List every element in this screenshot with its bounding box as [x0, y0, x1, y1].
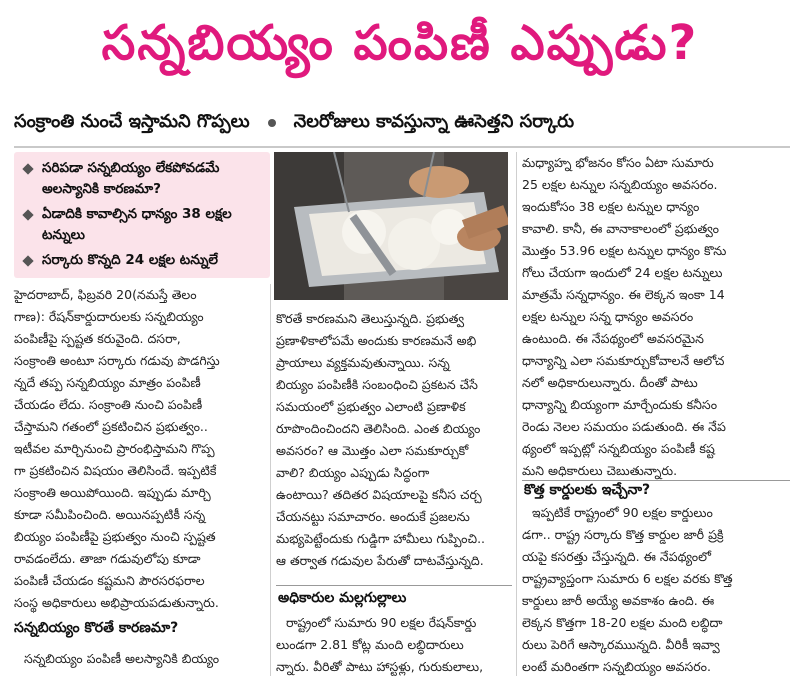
paragraph-line: రాష్ట్రంలో సుమారు 90 లక్షల రేషన్‌కార్డు	[286, 615, 477, 630]
paragraph-line: ఇటీవల మార్చినుంచి ప్రారంభిస్తామని గొప్ప	[14, 441, 215, 456]
paragraph-line: నలో అధికారులున్నారు. దీంతో పాటు	[522, 375, 698, 390]
diamond-bullet-icon	[22, 209, 33, 220]
paragraph-line: ప్రణాళికాలోపమే అందుకు కారణమనే అభి	[276, 333, 477, 348]
subheadline	[14, 102, 790, 144]
paragraph-line: రాష్ట్రవ్యాప్తంగా సుమారు 6 లక్షల వరకు కొత్త	[522, 571, 733, 586]
section-heading-1: సన్నబియ్యం కొరతే కారణమా?	[14, 620, 179, 636]
section-heading-2: అధికారుల మల్లగుల్లాలు	[278, 590, 407, 606]
paragraph-line: హైదరాబాద్, ఫిబ్రవరి 20(నమస్తే తెలం	[14, 287, 197, 302]
subhead-right: నెలరోజులు కావస్తున్నా ఊసెత్తని సర్కారు	[293, 110, 575, 132]
column-divider	[516, 152, 517, 676]
paragraph-line: మధ్యాహ్న భోజనం కోసం ఏటా సుమారు	[522, 155, 714, 170]
paragraph-line: లంటే మరింతగా సన్నబియ్యం అవసరం.	[522, 659, 711, 674]
section-rule	[522, 480, 790, 481]
paragraph-line: అవసరం? ఆ మొత్తం ఎలా సమకూర్చుకో	[276, 443, 469, 458]
paragraph-line: ధాన్యాన్ని ఎలా సమకూర్చుకోవాలనే ఆలోచ	[522, 353, 725, 368]
paragraph-line: కూడా సమీపించింది. అయినప్పటికీ సన్న	[14, 507, 206, 522]
section-rule	[276, 585, 512, 586]
paragraph-line: థ్యంలో ఇప్పట్లో సన్నబియ్యం పంపిణీ కష్ట	[522, 441, 715, 456]
paragraph-line: సంక్రాంతి అంటూ సర్కారు గడువు పొడగిస్తు	[14, 353, 220, 368]
highlight-item: సరిపడా సన్నబియ్యం లేకపోవడమే అలస్యానికి కారణమా?	[22, 158, 262, 200]
rice-photo-illustration	[274, 152, 508, 300]
paragraph-line: రులు పెరిగే ఆస్కారముున్నది. వీరికీ ఇవ్వా	[522, 637, 720, 652]
article-column-3	[522, 152, 790, 482]
highlight-item: సర్కారు కొన్నది 24 లక్షల టన్నులే	[22, 250, 262, 271]
paragraph-line: లెక్కన కొత్తగా 18-20 లక్షల మంది లబ్ధిదా	[522, 615, 723, 630]
paragraph-line: లక్షల టన్నుల సన్న ధాన్యం అవసరం	[522, 309, 694, 324]
paragraph-line: వాలి? బియ్యం ఎప్పుడు సిద్ధంగా	[276, 465, 430, 480]
paragraph-line: పంపిణీపై స్పష్టత కరువైంది. దసరా,	[14, 331, 181, 346]
paragraph-line: ఉంటాయి? తదితర విషయాలపై కనీస చర్చ	[276, 487, 482, 502]
paragraph-line: కావాలి. కానీ, ఈ వానాకాలంలో ప్రభుత్వం	[522, 221, 719, 236]
article-column-3-tail	[522, 502, 790, 678]
paragraph-line: 25 లక్షల టన్నుల సన్నబియ్యం అవసరం.	[522, 177, 718, 192]
paragraph-line: ఉంటుంది. ఈ నేపథ్యంలో అవసరమైన	[522, 331, 704, 346]
paragraph-line: పంపిణీ చేయడం కష్టమని పౌరసరఫరాల	[14, 573, 205, 588]
paragraph-line: సన్నబియ్యం పంపిణీ అలస్యానికి బియ్యం	[24, 651, 220, 666]
paragraph-line: న్నదే తప్ప సన్నబియ్యం మాత్రం పంపిణీ	[14, 375, 201, 390]
paragraph-line: మొత్తం 53.96 లక్షల టన్నుల ధాన్యం కొను	[522, 243, 727, 258]
article-column-1-tail	[24, 648, 268, 670]
paragraph-line: ప్రాయాలు వ్యక్తమవుతున్నాయి. సన్న	[276, 355, 450, 370]
paragraph-line: బియ్యం పంపిణీకి సంబంధించి ప్రకటన చేసే	[276, 377, 478, 392]
article-column-2	[276, 308, 512, 572]
rice-photo	[274, 152, 508, 300]
paragraph-line: ఆ తర్వాత గడువుల పేరుతో దాటవేస్తున్నది.	[276, 553, 484, 568]
paragraph-line: యపై కసరత్తు చేస్తున్నది. ఈ నేపథ్యంలో	[522, 549, 711, 564]
paragraph-line: గోలు చేయగా ఇందులో 24 లక్షల టన్నులు	[522, 265, 723, 280]
headline: సన్నబియ్యం పంపిణీ ఎప్పుడు?	[101, 15, 699, 71]
highlight-item: ఏడాదికి కావాల్సిన ధాన్యం 38 లక్షల టన్నులు	[22, 204, 262, 246]
paragraph-line: ఇప్పటికే రాష్ట్రంలో 90 లక్షల కార్డులుం	[532, 505, 713, 520]
column-divider	[270, 284, 271, 676]
header-divider	[14, 146, 790, 148]
highlights-box	[14, 152, 270, 278]
paragraph-line: బియ్యం పంపిణీపై ప్రభుత్వం నుంచి స్పష్టత	[14, 529, 216, 544]
paragraph-line: చేయడం లేదు. సంక్రాంతి నుంచి పంపిణీ	[14, 397, 203, 412]
paragraph-line: ఇందుకోసం 38 లక్షల టన్నుల ధాన్యం	[522, 199, 700, 214]
paragraph-line: గా ప్రకటించిన విషయం తెలిసిందే. ఇప్పటికే	[14, 463, 217, 478]
paragraph-line: మాత్రమే సన్నధాన్యం. ఈ లెక్కన ఇంకా 14	[522, 287, 725, 302]
article-column-2-tail	[276, 612, 512, 678]
paragraph-line: సంస్థ అధికారులు అభిప్రాయపడుతున్నారు.	[14, 595, 219, 610]
subhead-left: సంక్రాంతి నుంచే ఇస్తామని గొప్పలు	[14, 110, 250, 132]
paragraph-line: సంక్రాంతి అయిపోయింది. ఇప్పుడు మార్చి	[14, 485, 211, 500]
paragraph-line: ధాన్యాన్ని బియ్యంగా మార్చేందుకు కనీసం	[522, 397, 718, 412]
paragraph-line: రావడంలేదు. తాజా గడువులోపు కూడా	[14, 551, 201, 566]
bullet-dot-icon	[268, 119, 276, 127]
paragraph-line: సమయంలో ప్రభుత్వం ఎలాంటి ప్రణాళిక	[276, 399, 466, 414]
paragraph-line: మభ్యపెట్టేందుకు గుడ్డిగా హామీలు గుప్పించి..	[276, 531, 486, 546]
section-heading-3: కొత్త కార్డులకు ఇచ్చేనా?	[524, 482, 651, 498]
paragraph-line: చేస్తామని గతంలో ప్రకటించిన ప్రభుత్వం..	[14, 419, 208, 434]
paragraph-line: డగా.. రాష్ట్ర సర్కారు కొత్త కార్డుల జారీ ప్రక్రి	[522, 527, 724, 542]
paragraph-line: రూపొందించిందని తెలిసింది. ఎంత బియ్యం	[276, 421, 481, 436]
paragraph-line: కార్డులు జారీ అయ్యే అవకాశం ఉంది. ఈ	[522, 593, 715, 608]
article-column-1	[14, 284, 268, 614]
diamond-bullet-icon	[22, 255, 33, 266]
paragraph-line: లుండగా 2.81 కోట్ల మంది లబ్ధిదారులు	[276, 637, 464, 652]
paragraph-line: రెండు నెలల సమయం పడుతుంది. ఈ నేప	[522, 419, 726, 434]
paragraph-line: మని అధికారులు చెబుతున్నారు.	[522, 463, 678, 478]
diamond-bullet-icon	[22, 163, 33, 174]
paragraph-line: కొరతే కారణమని తెలుస్తున్నది. ప్రభుత్వ	[276, 311, 465, 326]
paragraph-line: న్నారు. వీరితో పాటు హాస్టళ్లు, గురుకులాలు,	[276, 659, 484, 674]
paragraph-line: చేయనట్టు సమాచారం. అందుకే ప్రజలను	[276, 509, 470, 524]
paragraph-line: గాణ): రేషన్‌కార్డుదారులకు సన్నబియ్యం	[14, 309, 204, 324]
